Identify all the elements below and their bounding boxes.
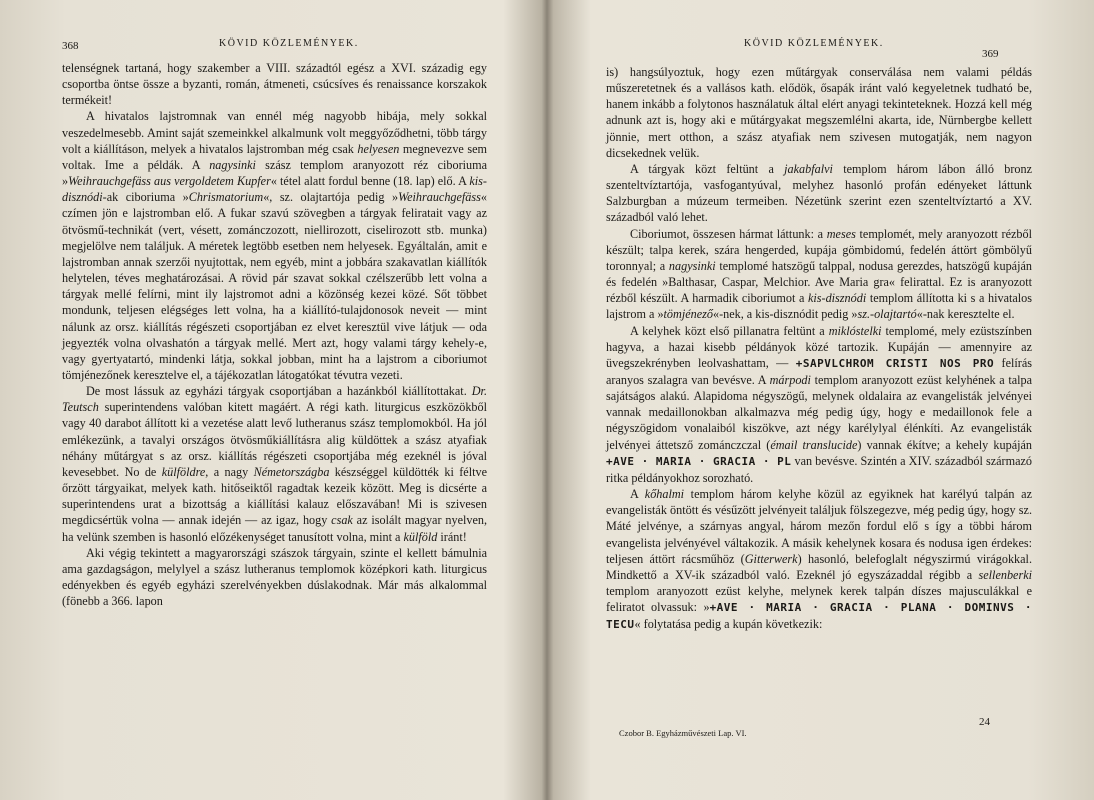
inscription: +SAPVLCHROM CRISTI NOS PRO	[795, 356, 995, 370]
inscription: +AVE · MARIA · GRACIA · PL	[606, 454, 792, 468]
paragraph: is) hangsúlyoztuk, hogy ezen műtárgyak conserválása nem valami példás műszeretetnek és a vallásos kath. elődök, ősapák iránt való kegyeletnek tudható be, hanem inkább a folytonos használatuk által elért anyagi tekinteteknek. Hozzá kell még adnunk azt is, hogy aki e műtárgyakat megszemlélni akarta, ide, Nürnbergbe kellett jönnie, mert otthon, a szász atyafiak nem szivesen mutogatják, nem nagyon dicsekednek velük.	[606, 65, 1032, 160]
page-number: 369	[982, 48, 999, 60]
signature-mark: 24	[979, 716, 990, 728]
paragraph: A kőhalmi templom három kelyhe közül az egyiknek hat karélyú talpán az evangelisták öntött és vésűzött jelvényeit találjuk fölszegezve, még pedig úgy, hogy sz. Máté jelvénye, a szárnyas angyal, három mezőn fordul elő s így a többi három evangelista jelvényével váltakozik. A másik kehelynek kosara és nodusa igen érdekes: teljesen áttört rácsműhöz (Gitterwerk) hasonló, belefoglalt négyszirmú virágokkal. Mindkettő a XV-ik századból való. Ezeknél jó egyszázaddal régibb a sellenberki templom aranyozott ezüst kelyhe, melynek kerek talpán díszes majusculákkal e feliratot olvassuk: »+AVE · MARIA · GRACIA · PLANA · DOMINVS · TECU« folytatása pedig a kupán következik:	[606, 487, 1032, 632]
paragraph: De most lássuk az egyházi tárgyak csoportjában a hazánkból kiállítottakat. Dr. Teutsch superintendens valóban kitett magáért. A régi kath. liturgicus eszközökből vagy 40 darabot állított ki a vezetése alatt levő lutheranus szász templomokból. Ha jól emlékezünk, a tavalyi országos ötvösműkiállításra alig küldöttek a szász atyafiak néhány műtárgyat s az orsz. kiállítás régészeti csoportjába még ezeknél is jóval kevesebbet. No de külföldre, a nagy Németországba készséggel küldötték ki féltve őrzött tárgyaikat, melyek kath. hitőseiktől ragadtak kezeik között. Meg is dicsérte a superintendens urat a bizottság a kiállítási kalauz előszavában! Mi is szivesen megdicsértük volna — annak idején — az igaz, hogy csak az isolált magyar nyelven, ha velünk szemben is hasonló előzékenységet tanusított volna, mint a külföld iránt!	[62, 384, 488, 544]
paragraph: Ciboriumot, összesen hármat láttunk: a meses templomét, mely aranyozott rézből készült; talpa kerek, szára hengerded, kupája gömbidomú, fedelén áttört gömbölyű toronnyal; a nagysinki templomé hatszögű talppal, nodusa gerezdes, hatszögű kupáján és fedelén »Balthasar, Caspar, Melchior. Ave Maria gra« felirattal. Ez is aranyozott rézből készült. A harmadik ciboriumot a kis-disznódi templom állította ki s a hivatalos lajstrom a »tömjénező«-nek, a kis-disznódit pedig »sz.-olajtartó«-nak keresztelte el.	[606, 226, 1032, 322]
inscription: +AVE · MARIA · GRACIA · PLANA · DOMINVS · TECU	[606, 601, 1032, 632]
right-page	[547, 0, 1094, 800]
running-head: KÖVID KÖZLEMÉNYEK.	[219, 38, 359, 49]
paragraph: A hivatalos lajstromnak van ennél még nagyobb hibája, mely sokkal veszedelmesebb. Amint saját szemeinkkel alkalmunk volt meggyőződhetni, több tárgy volt a kiállításon, melyek a hivatalos lajstromban még csak helyesen megnevezve sem voltak. Ime a példák. A nagysinki szász templom aranyozott réz ciboriuma »Weihrauchgefäss aus vergoldetem Kupfer« tétel alatt fordul benne (18. lap) elő. A kis-disznódi-ak ciboriuma »Chrismatorium«, sz. olajtartója pedig »Weihrauchgefäss« czímen jön e lajstromban elő. A fukar szavú szövegben a tárgyak feliratait vagy az ötvösmű-technikát (vert, vésett, zománczozott, niellirozott, ciselirozott stb. munka) megjelölve nem találjuk. A méretek legtöbb esetben nem helyesek. Egyáltalán, amit e lajstromban annak szerzői nyujtottak, nem egyéb, mint a jobbára szakavatlan kiállítók helytelen, téves meghatározásai. A rövid pár szavat sokkal czélszerűbb lett volna a tárgyak mellé felírni, mint ily lajstromot adni a közönség kezei közé. Sőt többet mondunk, teljesen elégséges lett volna, ha a kiállító-tulajdonosok neveit — mint nálunk az orsz. kiállítás régészeti csoportjában ez elvet keresztül vive látjuk — oda jegyezték volna olvashatón a tárgyak mellé. Mert azt, hogy valami tárgy kehely-e, vagy gyertyatartó, mindenki látja, sokkal jobban, mint ha a lajstrom a ciboriumot tömjénezőnek keresztelve el, a tájékozatlan látogatókat tévutra vezeti.	[62, 109, 487, 382]
paragraph: A kelyhek közt első pillanatra feltünt a miklóstelki templomé, mely ezüstszínben hagyva, a hazai kisebb példányok közé tartozik. Kupáján — amennyire az üvegszekrényben leolvashattam, — +SAPVLCHROM CRISTI NOS PRO felírás aranyos szalagra van bevésve. A márpodi templom aranyozott ezüst kelyhének a talpa sajátságos alakú. Alapidoma négyszögű, melynek oldalaira az evangelisták jelvényei vannak medaillonokban alkalmazva még pedig úgy, hogy e medaillonok fele a négyszögidom vonalaiból kiszökve, azt négy karélylyal élénkíti. Az evangelisták jelvényei áttetsző zománczczal (émail translucide) vannak ékítve; a kehely kupáján +AVE · MARIA · GRACIA · PL van bevésve. Szintén a XIV. századból származó ritka példányokhoz sorozható.	[606, 323, 1033, 485]
left-body-text	[62, 60, 487, 609]
paragraph: A tárgyak közt feltünt a jakabfalvi templom három lábon álló bronz szenteltvíztartója, vasfogantyúval, melyhez hasonló profán edényeket láttunk Salzburgban a múzeum termeiben. Nézetünk szerint ezen szenteltvíztartó a XV. századból való lehet.	[606, 161, 1032, 225]
page-number: 368	[62, 40, 79, 52]
right-body-text	[606, 64, 1032, 633]
running-head: KÖVID KÖZLEMÉNYEK.	[744, 38, 884, 49]
paragraph: Aki végig tekintett a magyarországi szászok tárgyain, szinte el kellett bámulnia ama gazdagságon, melylyel a szász lutheranus templomok középkori kath. liturgicus edényekben és egyéb egyházi szerelvényekben dúslakodnak. Már más alkalommal (fönebb a 366. lapon	[62, 545, 487, 609]
footer-note: Czobor B. Egyházművészeti Lap. VI.	[619, 728, 747, 738]
paragraph: telenségnek tartaná, hogy szakember a VIII. századtól egész a XVI. századig egy csoportba öntse össze a byzanti, román, átmeneti, csúcsíves és renaissance korszakok termékeit!	[62, 61, 487, 108]
